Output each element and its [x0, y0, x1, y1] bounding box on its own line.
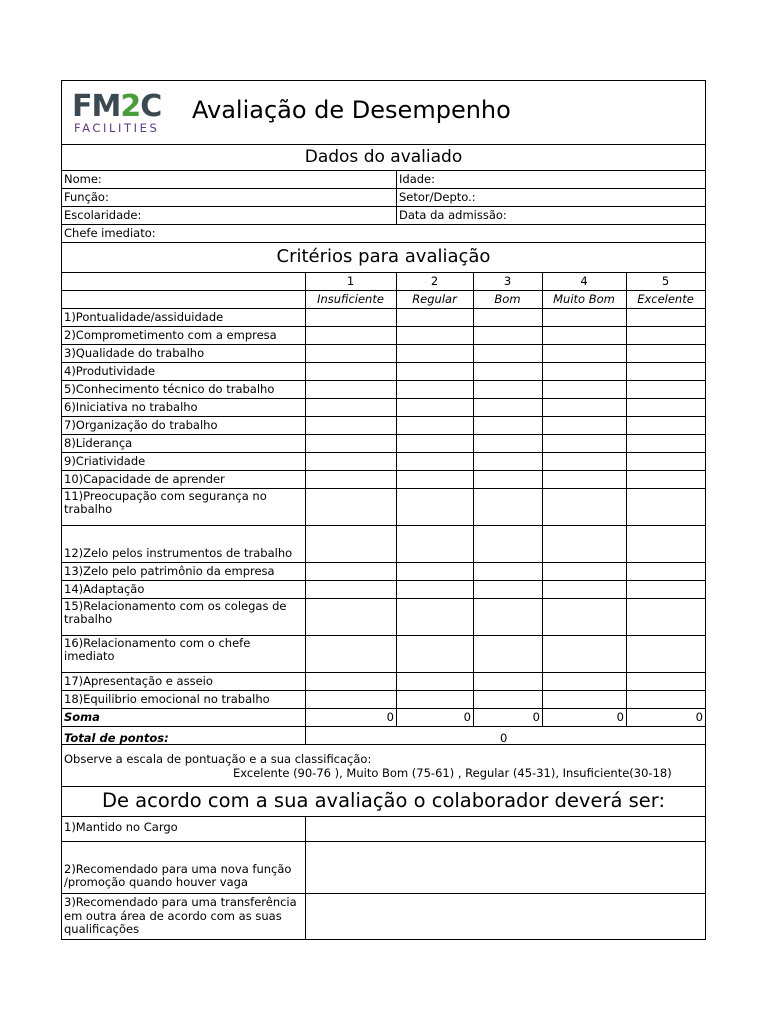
scale-ranges: Excelente (90-76 ), Muito Bom (75-61) , Regular (45-31), Insuficiente(30-18)	[233, 766, 672, 780]
rating-cell[interactable]	[627, 309, 705, 326]
rating-cell[interactable]	[306, 345, 396, 362]
rating-cell[interactable]	[627, 489, 705, 525]
rating-cell[interactable]	[474, 526, 542, 562]
rating-cell[interactable]	[306, 435, 396, 452]
scale-number-1: 1	[346, 274, 355, 288]
rating-cell[interactable]	[543, 636, 626, 672]
rating-cell[interactable]	[474, 453, 542, 470]
section-title-personal: Dados do avaliado	[304, 147, 463, 167]
rating-cell[interactable]	[543, 599, 626, 635]
option-promotion: 2)Recomendado para uma nova função /promoção quando houver vaga	[64, 862, 292, 889]
field-label-nome: Nome:	[64, 172, 102, 186]
criterion-label: 2)Comprometimento com a empresa	[64, 328, 277, 342]
scale-label-4: Muito Bom	[553, 292, 615, 306]
criterion-label: 13)Zelo pelo patrimônio da empresa	[64, 564, 275, 578]
criterion-label: 6)Iniciativa no trabalho	[64, 400, 198, 414]
rating-cell[interactable]	[474, 471, 542, 488]
rating-cell[interactable]	[306, 363, 396, 380]
rating-cell[interactable]	[543, 563, 626, 580]
rating-cell[interactable]	[397, 599, 473, 635]
rating-cell[interactable]	[397, 453, 473, 470]
rating-cell[interactable]	[397, 581, 473, 598]
rating-cell[interactable]	[306, 327, 396, 344]
scale-label-2: Regular	[412, 292, 457, 306]
criterion-label: 10)Capacidade de aprender	[64, 472, 225, 486]
rating-cell[interactable]	[397, 309, 473, 326]
criterion-label: 8)Liderança	[64, 436, 133, 450]
field-label-chefe: Chefe imediato:	[64, 226, 156, 240]
rating-cell[interactable]	[474, 636, 542, 672]
rating-cell[interactable]	[306, 673, 396, 690]
rating-cell[interactable]	[306, 636, 396, 672]
rating-cell[interactable]	[306, 581, 396, 598]
rating-cell[interactable]	[474, 363, 542, 380]
rating-cell[interactable]	[627, 581, 705, 598]
section-title-recommendation: De acordo com a sua avaliação o colaborador deverá ser:	[101, 789, 666, 812]
logo-subtitle: FACILITIES	[74, 121, 160, 135]
option-transfer: 3)Recomendado para uma transferência em outra área de acordo com as suas qualificações	[64, 895, 297, 936]
criterion-label: 3)Qualidade do trabalho	[64, 346, 205, 360]
rating-cell[interactable]	[306, 599, 396, 635]
rating-cell[interactable]	[474, 563, 542, 580]
rating-cell[interactable]	[397, 381, 473, 398]
criterion-label: 7)Organização do trabalho	[64, 418, 218, 432]
field-label-admissao: Data da admissão:	[399, 208, 507, 222]
rating-cell[interactable]	[627, 691, 705, 708]
rating-cell[interactable]	[543, 691, 626, 708]
rating-cell[interactable]	[474, 581, 542, 598]
rating-cell[interactable]	[474, 599, 542, 635]
rating-cell[interactable]	[397, 489, 473, 525]
criterion-label: 4)Produtividade	[64, 364, 156, 378]
field-label-funcao: Função:	[64, 190, 109, 204]
scale-number-5: 5	[661, 274, 670, 288]
rating-cell[interactable]	[543, 673, 626, 690]
rating-cell[interactable]	[543, 327, 626, 344]
rating-cell[interactable]	[306, 453, 396, 470]
rating-cell[interactable]	[306, 691, 396, 708]
rating-cell[interactable]	[543, 381, 626, 398]
company-logo	[72, 91, 164, 137]
soma-value-1: 0	[386, 710, 394, 724]
rating-cell[interactable]	[397, 345, 473, 362]
rating-cell[interactable]	[543, 489, 626, 525]
rating-cell[interactable]	[627, 563, 705, 580]
criterion-label: 14)Adaptação	[64, 582, 145, 596]
rating-cell[interactable]	[474, 489, 542, 525]
rating-cell[interactable]	[397, 526, 473, 562]
rating-cell[interactable]	[543, 309, 626, 326]
rating-cell[interactable]	[306, 381, 396, 398]
soma-value-4: 0	[616, 710, 624, 724]
criterion-label: 9)Criatividade	[64, 454, 146, 468]
rating-cell[interactable]	[474, 673, 542, 690]
rating-cell[interactable]	[627, 673, 705, 690]
rating-cell[interactable]	[543, 363, 626, 380]
rating-cell[interactable]	[306, 563, 396, 580]
criterion-label: 15)Relacionamento com os colegas de trabalho	[64, 599, 287, 626]
rating-cell[interactable]	[474, 327, 542, 344]
rating-cell[interactable]	[397, 471, 473, 488]
scale-number-2: 2	[430, 274, 439, 288]
rating-cell[interactable]	[627, 381, 705, 398]
rating-cell[interactable]	[474, 381, 542, 398]
rating-cell[interactable]	[474, 399, 542, 416]
rating-cell[interactable]	[543, 345, 626, 362]
option-keep-in-role: 1)Mantido no Cargo	[64, 820, 178, 834]
criterion-label: 11)Preocupação com segurança no trabalho	[64, 489, 267, 516]
scale-label-5: Excelente	[637, 292, 694, 306]
rating-cell[interactable]	[543, 581, 626, 598]
scale-number-4: 4	[580, 274, 588, 288]
criterion-label: 5)Conhecimento técnico do trabalho	[64, 382, 275, 396]
soma-value-3: 0	[532, 710, 540, 724]
rating-cell[interactable]	[397, 399, 473, 416]
soma-value-5: 0	[695, 710, 703, 724]
soma-label: Soma	[64, 710, 100, 724]
rating-cell[interactable]	[543, 399, 626, 416]
scale-label-3: Bom	[494, 292, 521, 306]
criterion-label: 1)Pontualidade/assiduidade	[64, 310, 224, 324]
rating-cell[interactable]	[397, 691, 473, 708]
rating-cell[interactable]	[397, 363, 473, 380]
scale-number-3: 3	[503, 274, 512, 288]
rating-cell[interactable]	[397, 327, 473, 344]
field-label-setor: Setor/Depto.:	[399, 190, 476, 204]
total-label: Total de pontos:	[64, 731, 169, 745]
criterion-label: 16)Relacionamento com o chefe imediato	[64, 636, 251, 663]
document-title: Avaliação de Desempenho	[192, 96, 511, 124]
scale-note: Observe a escala de pontuação e a sua classificação:	[64, 752, 372, 766]
rating-cell[interactable]	[627, 417, 705, 434]
criterion-label: 17)Apresentação e asseio	[64, 674, 213, 688]
rating-cell[interactable]	[474, 417, 542, 434]
soma-value-2: 0	[463, 710, 471, 724]
rating-cell[interactable]	[543, 453, 626, 470]
rating-cell[interactable]	[306, 526, 396, 562]
rating-cell[interactable]	[627, 345, 705, 362]
rating-cell[interactable]	[627, 636, 705, 672]
rating-cell[interactable]	[627, 599, 705, 635]
rating-cell[interactable]	[543, 526, 626, 562]
criterion-label: 12)Zelo pelos instrumentos de trabalho	[64, 546, 293, 560]
criterion-label: 18)Equilibrio emocional no trabalho	[64, 692, 270, 706]
rating-cell[interactable]	[627, 471, 705, 488]
rating-cell[interactable]	[397, 636, 473, 672]
rating-cell[interactable]	[397, 563, 473, 580]
total-value: 0	[500, 731, 508, 745]
rating-cell[interactable]	[627, 435, 705, 452]
evaluation-form	[61, 80, 706, 940]
rating-cell[interactable]	[306, 489, 396, 525]
rating-cell[interactable]	[397, 417, 473, 434]
rating-cell[interactable]	[474, 435, 542, 452]
field-label-idade: Idade:	[399, 172, 435, 186]
rating-cell[interactable]	[543, 435, 626, 452]
rating-cell[interactable]	[543, 417, 626, 434]
rating-cell[interactable]	[543, 471, 626, 488]
rating-cell[interactable]	[397, 673, 473, 690]
section-title-criteria: Critérios para avaliação	[276, 246, 491, 267]
rating-cell[interactable]	[627, 327, 705, 344]
rating-cell[interactable]	[627, 453, 705, 470]
rating-cell[interactable]	[627, 363, 705, 380]
rating-cell[interactable]	[306, 417, 396, 434]
logo-mark: FM2C	[72, 89, 162, 124]
field-label-escolaridade: Escolaridade:	[64, 208, 142, 222]
rating-cell[interactable]	[474, 345, 542, 362]
rating-cell[interactable]	[474, 309, 542, 326]
scale-label-1: Insuficiente	[317, 292, 384, 306]
rating-cell[interactable]	[397, 435, 473, 452]
rating-cell[interactable]	[306, 399, 396, 416]
rating-cell[interactable]	[474, 691, 542, 708]
rating-cell[interactable]	[306, 309, 396, 326]
rating-cell[interactable]	[627, 526, 705, 562]
rating-cell[interactable]	[306, 471, 396, 488]
rating-cell[interactable]	[627, 399, 705, 416]
